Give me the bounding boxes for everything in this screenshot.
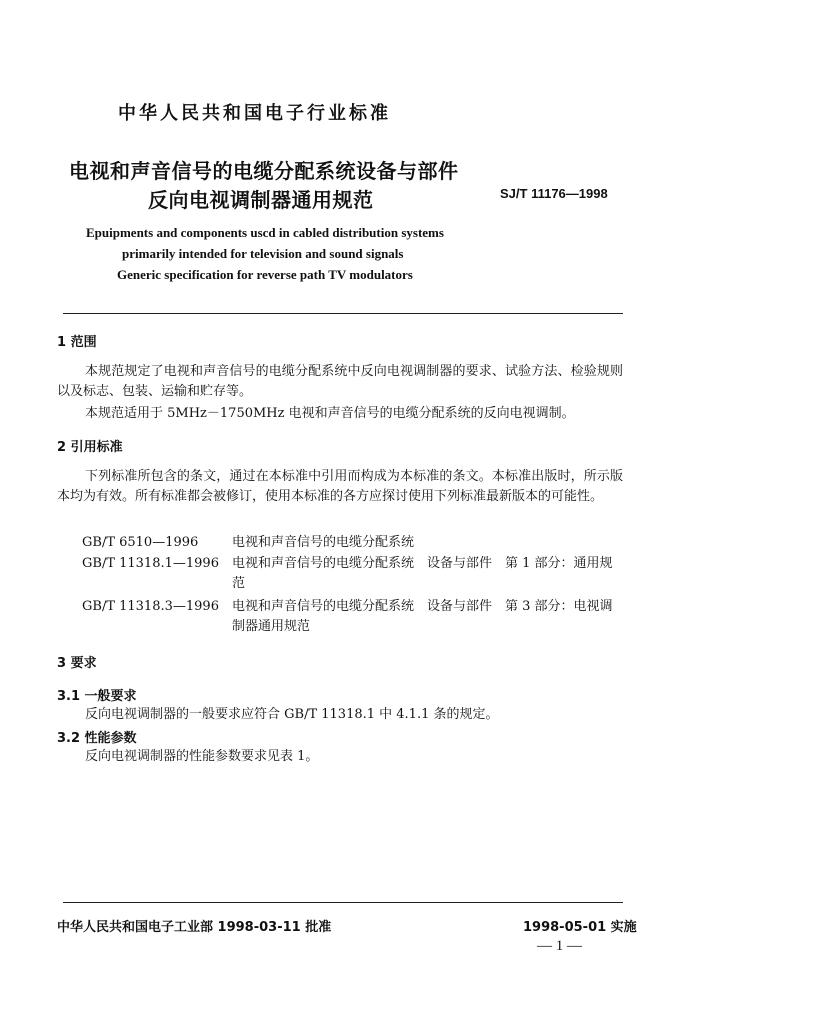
title-english-line-1: Epuipments and components uscd in cabled distribution systems [86, 225, 444, 240]
section-3-heading: 3 要求 [57, 656, 97, 671]
issuing-organization: 中华人民共和国电子行业标准 [118, 103, 391, 124]
reference-title: 电视和声音信号的电缆分配系统 设备与部件 第 3 部分：电视调制器通用规范 [232, 599, 613, 634]
header-divider [63, 313, 623, 314]
reference-code: GB/T 11318.3—1996 [82, 599, 219, 614]
section-1-heading: 1 范围 [57, 335, 97, 350]
section-3-1-paragraph: 反向电视调制器的一般要求应符合 GB/T 11318.1 中 4.1.1 条的规定。 [85, 707, 499, 722]
standard-code: SJ/T 11176—1998 [500, 186, 608, 201]
reference-title: 电视和声音信号的电缆分配系统 [232, 535, 415, 550]
reference-code: GB/T 6510—1996 [82, 535, 199, 550]
reference-code: GB/T 11318.1—1996 [82, 556, 219, 571]
section-3-2-paragraph: 反向电视调制器的性能参数要求见表 1。 [85, 749, 319, 764]
section-2-heading: 2 引用标准 [57, 440, 123, 455]
approval-line: 中华人民共和国电子工业部 1998-03-11 批准 [57, 920, 332, 935]
section-2-paragraph: 下列标准所包含的条文，通过在本标准中引用而构成为本标准的条文。本标准出版时，所示版本均为有效。所有标准都会被修订，使用本标准的各方应探讨使用下列标准最新版本的可能性。 [57, 469, 623, 504]
title-chinese-line-2: 反向电视调制器通用规范 [148, 188, 374, 212]
title-english-line-2: primarily intended for television and sound signals [122, 246, 404, 261]
section-3-1-heading: 3.1 一般要求 [57, 689, 137, 704]
footer-divider [63, 902, 623, 903]
implementation-date: 1998-05-01 实施 [523, 920, 637, 935]
section-1-paragraph-2: 本规范适用于 5MHz－1750MHz 电视和声音信号的电缆分配系统的反向电视调制。 [85, 406, 575, 421]
section-1-paragraph-1: 本规范规定了电视和声音信号的电缆分配系统中反向电视调制器的要求、试验方法、检验规则以及标志、包装、运输和贮存等。 [57, 364, 623, 399]
section-3-2-heading: 3.2 性能参数 [57, 731, 137, 746]
page-number: — 1 — [537, 938, 582, 954]
title-chinese-line-1: 电视和声音信号的电缆分配系统设备与部件 [69, 159, 459, 183]
title-english-line-3: Generic specification for reverse path TV modulators [117, 267, 413, 282]
reference-title: 电视和声音信号的电缆分配系统 设备与部件 第 1 部分：通用规范 [232, 556, 613, 591]
